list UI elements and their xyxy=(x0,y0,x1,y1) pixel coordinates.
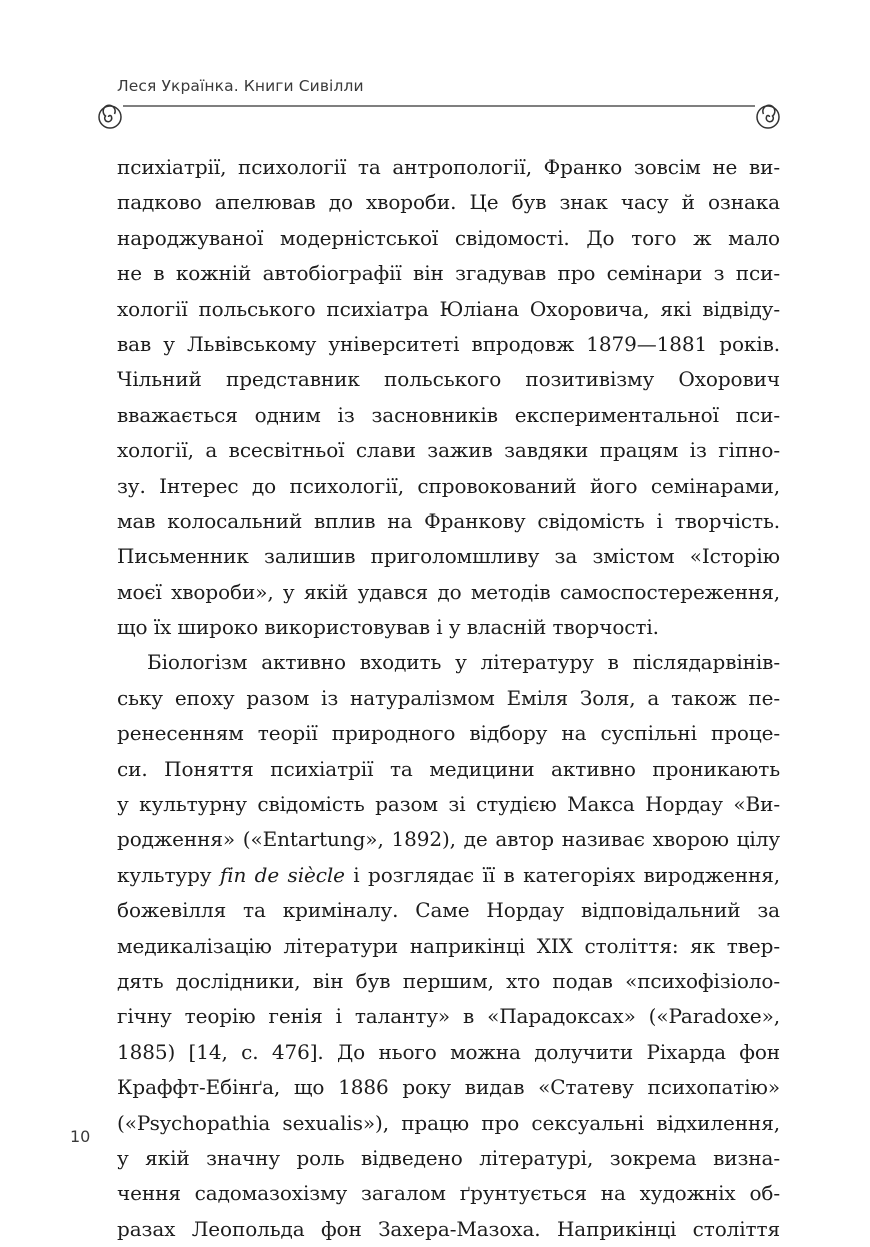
text-line: гічну теорію генія і таланту» в «Парадоксах» («Paradoxe», xyxy=(117,1004,780,1029)
paragraph-2 xyxy=(117,645,780,1247)
text-line: ську епоху разом із натуралізмом Еміля Золя, а також пе- xyxy=(117,685,780,710)
text-line: моєї хвороби», у якій удався до методів самоспостереження, xyxy=(117,579,780,604)
text-line: разах Леопольда фон Захера-Мазоха. Наприкінці століття xyxy=(117,1216,780,1241)
page-number: 10 xyxy=(70,1127,91,1146)
italic-phrase: fin de siècle xyxy=(219,862,345,887)
text-line: родження» («Entartung», 1892), де автор називає хворою цілу xyxy=(117,827,780,852)
text-segment: і розглядає її в категоріях виродження, xyxy=(344,862,780,887)
text-line: дять дослідники, він був першим, хто подав «психофізіоло- xyxy=(117,968,780,993)
text-line: психіатрії, психології та антропології, Франко зовсім не ви- xyxy=(117,155,780,179)
text-line: чення садомазохізму загалом ґрунтується на художніх об- xyxy=(117,1181,780,1206)
text-line: ренесенням теорії природного відбору на суспільні проце- xyxy=(117,721,780,746)
text-line: у культурну свідомість разом зі студією Макса Нордау «Ви- xyxy=(117,792,780,817)
text-line: божевілля та криміналу. Саме Нордау відповідальний за xyxy=(117,898,780,923)
text-line: хології польського психіатра Юліана Охоровича, які відвіду- xyxy=(117,296,780,321)
text-line: що їх широко використовував і у власній творчості. xyxy=(117,615,659,640)
text-line: падково апелював до хвороби. Це був знак часу й ознака xyxy=(117,190,780,215)
running-title: Леся Українка. Книги Сивілли xyxy=(117,77,364,95)
text-line: 1885) [14, с. 476]. До нього можна долучити Ріхарда фон xyxy=(117,1039,780,1064)
spiral-ornament-icon xyxy=(99,105,121,128)
text-line: народжуваної модерністської свідомості. До того ж мало xyxy=(117,225,780,250)
text-line: си. Поняття психіатрії та медицини активно проникають xyxy=(117,756,780,781)
paragraph-1 xyxy=(117,150,780,645)
text-line-with-italic xyxy=(117,858,780,893)
body-text xyxy=(117,150,780,1247)
text-line: Біологізм активно входить у літературу в післядарвінів- xyxy=(147,650,780,675)
text-line: зу. Інтерес до психології, спровокований його семінарами, xyxy=(117,473,780,498)
text-line: медикалізацію літератури наприкінці XIX століття: як твер- xyxy=(117,933,780,958)
text-line: мав колосальний вплив на Франкову свідомість і творчість. xyxy=(117,508,780,533)
text-line: вважається одним із засновників експериментальної пси- xyxy=(117,402,780,427)
text-line: Письменник залишив приголомшливу за змістом «Історію xyxy=(117,544,780,569)
text-line: у якій значну роль відведено літературі, зокрема визна- xyxy=(117,1145,780,1170)
text-line: вав у Львівському університеті впродовж 1879—1881 років. xyxy=(117,331,780,356)
text-line: хології, а всесвітньої слави зажив завдяки працям із гіпно- xyxy=(117,438,780,463)
text-line: не в кожній автобіографії він згадував про семінари з пси- xyxy=(117,261,780,286)
text-line: Краффт-Ебінґа, що 1886 року видав «Статеву психопатію» xyxy=(117,1075,780,1100)
text-line: («Psychopathia sexualis»), працю про сексуальні відхилення, xyxy=(117,1110,780,1135)
text-segment: культуру xyxy=(117,862,220,887)
text-line: Чільний представник польського позитивізму Охорович xyxy=(117,367,780,392)
spiral-ornament-icon xyxy=(757,105,779,128)
header-rule xyxy=(96,97,782,133)
